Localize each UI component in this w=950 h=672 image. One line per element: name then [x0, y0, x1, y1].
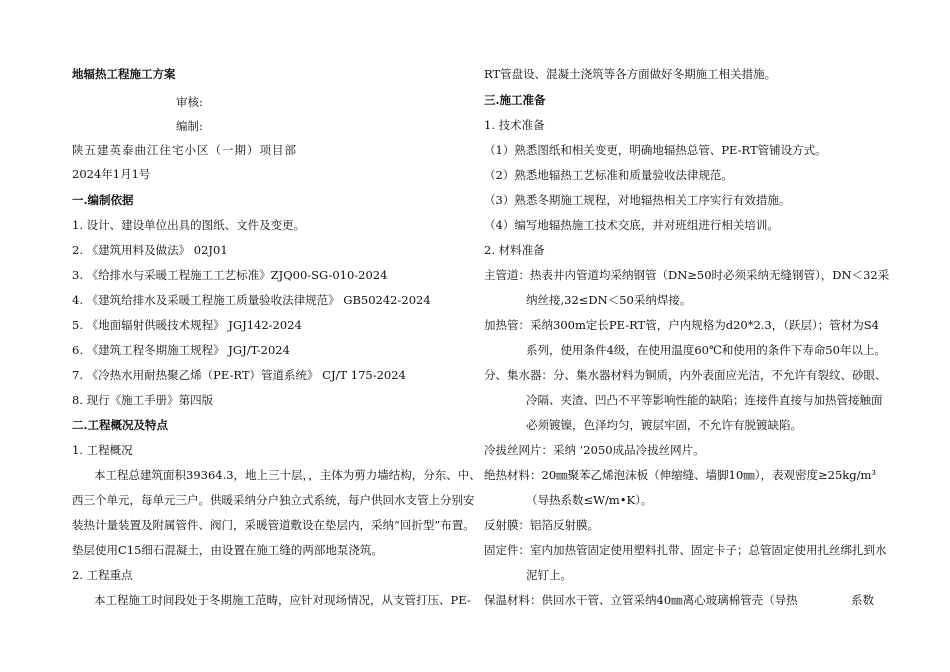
fixing-line: 固定件：室内加热管固定使用塑料扎带、固定卡子；总管固定使用扎丝绑扎到水: [484, 543, 887, 557]
wire-mesh-line: 冷拔丝网片：采纳 ‘2050成品冷拔丝网片。: [484, 443, 705, 457]
thermal-insulation-line: 保温材料：供回水干管、立管采纳40㎜离心玻璃棉管壳（导热: [484, 593, 798, 607]
main-pipe-line: 主管道：热表井内管道均采纳钢管（DN≥50时必须采纳无缝钢管），DN＜32采: [484, 268, 890, 282]
thermal-insulation-tail: 系数: [851, 593, 874, 607]
overview-line: 本工程总建筑面积39364.3，地上三十层，，主体为剪力墙结构，分东、中、: [94, 468, 481, 482]
basis-item: 8. 现行《施工手册》第四版: [72, 393, 214, 407]
tech-item: （4）编写地辐热施工技术交底，并对班组进行相关培训。: [484, 218, 779, 232]
basis-item: 3. 《给排水与采暖工程施工工艺标准》ZJQ00-SG-010-2024: [72, 268, 388, 282]
tech-item: （1）熟悉图纸和相关变更，明确地辐热总管、PE-RT管铺设方式。: [484, 143, 827, 157]
tech-item: （2）熟悉地辐热工艺标准和质量验收法律规范。: [484, 168, 733, 182]
overview-line: 垫层使用C15细石混凝土，由设置在施工缝的两部地泵浇筑。: [72, 543, 383, 557]
section-2-title: 二.工程概况及特点: [72, 418, 169, 432]
manifold-line: 分、集水器：分、集水器材料为铜质，内外表面应光洁，不允许有裂纹、砂眼、: [484, 368, 887, 382]
reflective-film-line: 反射膜：铝箔反射膜。: [484, 518, 599, 532]
basis-item: 6. 《建筑工程冬期施工规程》 JGJ/T-2024: [72, 343, 290, 357]
doc-date: 2024年1月1号: [72, 167, 151, 181]
insulation-line: （导热系数≤W/m•K）。: [526, 493, 653, 507]
fixing-line: 泥钉上。: [526, 568, 572, 582]
main-pipe-line: 纳丝接,32≤DN＜50采纳焊接。: [526, 293, 692, 307]
reviewer-label: 审核:: [176, 95, 203, 109]
insulation-line: 绝热材料：20㎜聚苯乙烯泡沫板（伸缩缝、墙脚10㎜），表观密度≥25kg/m³: [484, 468, 877, 482]
overview-line: 西三个单元，每单元三户。供暖采纳分户独立式系统，每户供回水支管上分别安: [72, 493, 475, 507]
section-3-title: 三.施工准备: [484, 93, 546, 107]
continued-line: RT管盘设、混凝土浇筑等各方面做好冬期施工相关措施。: [484, 67, 777, 81]
tech-prep-title: 1. 技术准备: [484, 118, 545, 132]
heating-pipe-line: 加热管：采纳300m定长PE-RT管，户内规格为d20*2.3，（跃层）；管材为S4: [484, 318, 879, 332]
key-points-line: 本工程施工时间段处于冬期施工范畴，应针对现场情况，从支管打压、PE-: [94, 593, 471, 607]
basis-item: 2. 《建筑用料及做法》 02J01: [72, 243, 228, 257]
material-prep-title: 2. 材料准备: [484, 243, 545, 257]
editor-label: 编制:: [176, 119, 203, 133]
manifold-line: 必须镀镍，色泽均匀，镀层牢固，不允许有脱镀缺陷。: [526, 418, 802, 432]
overview-title: 1. 工程概况: [72, 443, 133, 457]
heating-pipe-line: 系列，使用条件4级，在使用温度60℃和使用的条件下寿命50年以上。: [526, 343, 886, 357]
manifold-line: 冷隔、夹渣、凹凸不平等影响性能的缺陷；连接件直接与加热管接触面: [526, 393, 883, 407]
organization: 陕五建英泰曲江住宅小区（一期）项目部: [72, 143, 297, 157]
basis-item: 4. 《建筑给排水及采暖工程施工质量验收法律规范》 GB50242-2024: [72, 293, 431, 307]
basis-item: 1. 设计、建设单位出具的图纸、文件及变更。: [72, 218, 306, 232]
section-1-title: 一.编制依据: [72, 193, 134, 207]
basis-item: 7. 《冷热水用耐热聚乙烯（PE-RT）管道系统》 CJ/T 175-2024: [72, 368, 406, 382]
tech-item: （3）熟悉冬期施工规程，对地辐热相关工序实行有效措施。: [484, 193, 791, 207]
doc-title: 地辐热工程施工方案: [72, 67, 176, 81]
overview-line: 装热计量装置及附属管件、阀门，采暖管道敷设在垫层内，采纳“回折型”布置。: [72, 518, 475, 532]
key-points-title: 2. 工程重点: [72, 568, 133, 582]
basis-item: 5. 《地面辐射供暖技术规程》 JGJ142-2024: [72, 318, 302, 332]
